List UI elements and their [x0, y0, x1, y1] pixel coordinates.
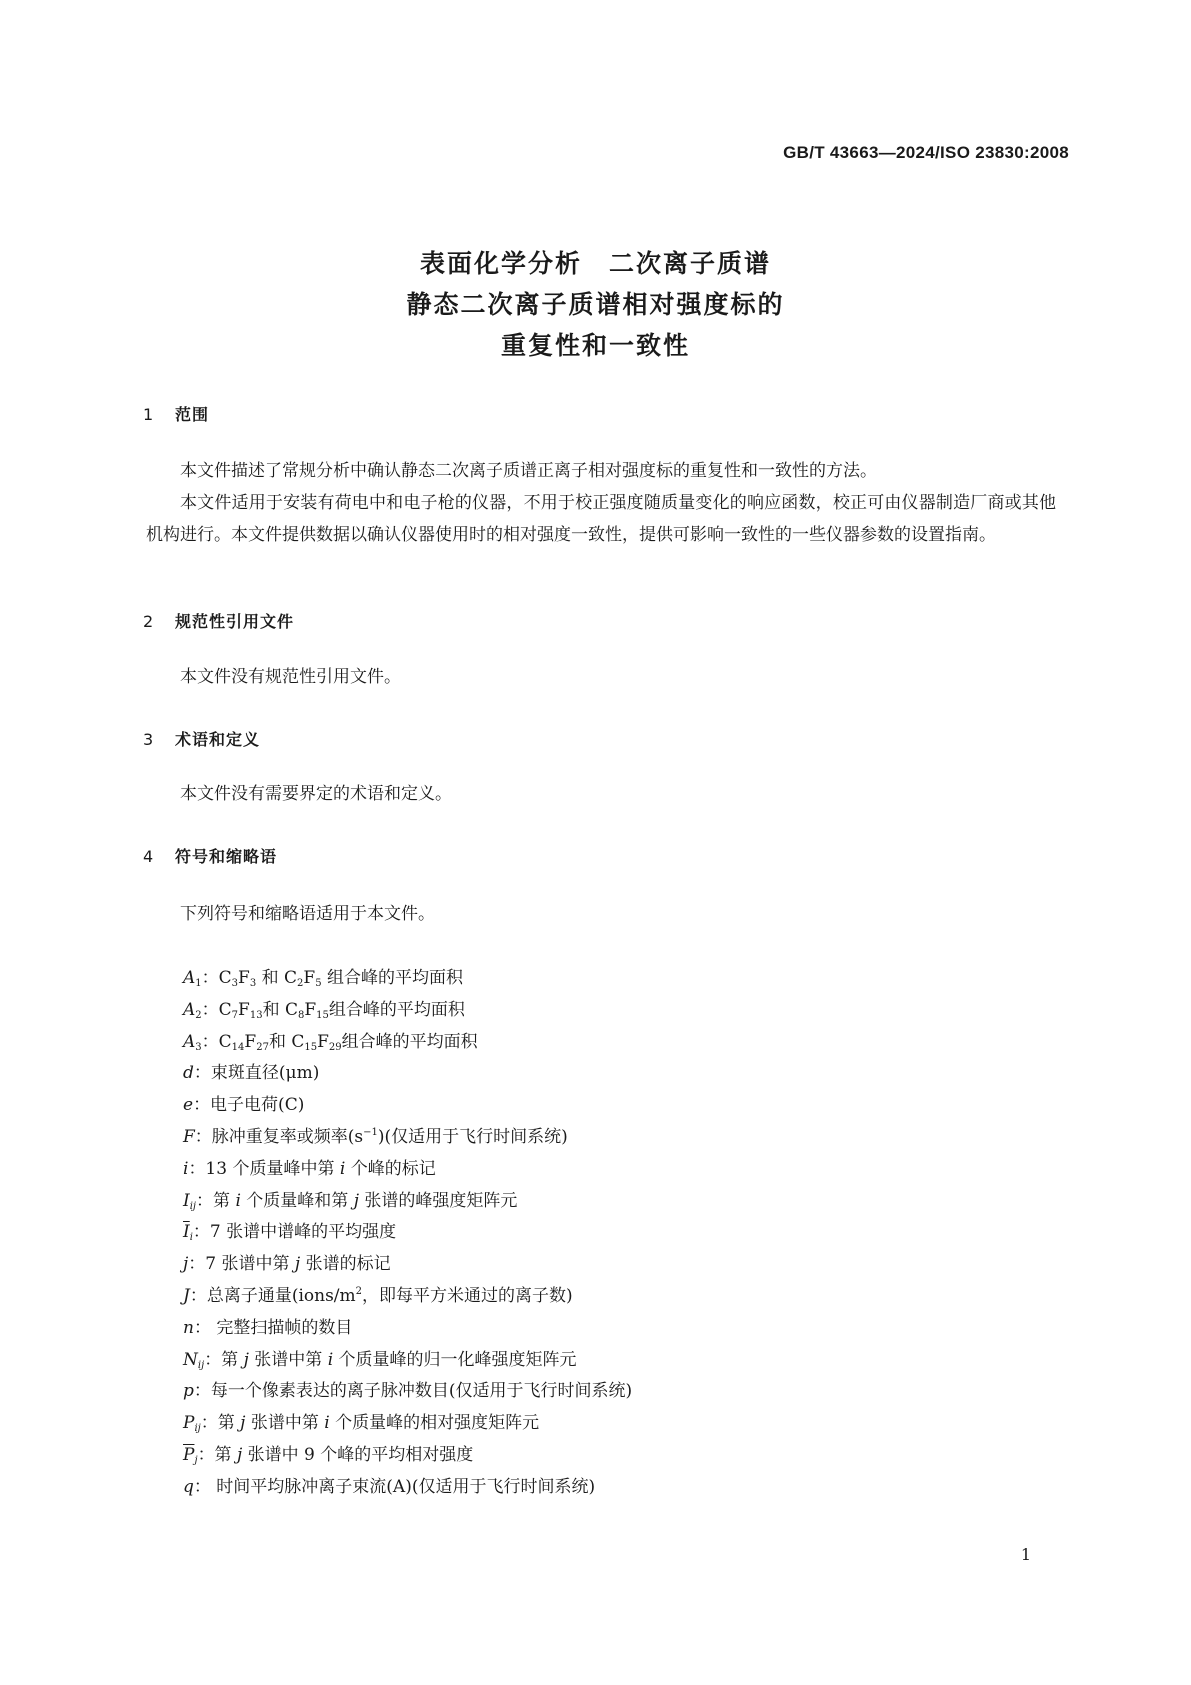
symbol-i-bar: $\overline{I}_i$：7 张谱中谱峰的平均强度 [183, 1222, 397, 1244]
section-4-heading [143, 844, 277, 867]
symbol-i: i：13 个质量峰中第 i 个峰的标记 [183, 1158, 436, 1179]
symbol-p: p：每一个像素表达的离子脉冲数目(仅适用于飞行时间系统) [183, 1381, 633, 1402]
section-title: 术语和定义 [175, 730, 261, 749]
symbol-n: n： 完整扫描帧的数目 [183, 1317, 353, 1338]
symbol-nij: $N_{ij}$：第 j 张谱中第 i 个质量峰的归一化峰强度矩阵元 [183, 1349, 577, 1371]
symbol-pij: $P_{ij}$：第 j 张谱中第 i 个质量峰的相对强度矩阵元 [183, 1413, 540, 1435]
section-3-heading [143, 727, 260, 750]
symbol-iij: $I_{ij}$：第 i 个质量峰和第 j 张谱的峰强度矩阵元 [183, 1190, 518, 1212]
section-2-body [146, 661, 1056, 693]
document-title [0, 243, 1191, 366]
section-number: 2 [143, 612, 155, 631]
symbol-a3: $A_3$：$C_{14}F_{27}$和 $C_{15}F_{29}$组合峰的平均面积 [183, 1031, 478, 1053]
standard-code: GB/T 43663—2024/ISO 23830:2008 [783, 143, 1069, 162]
symbol-a1: $A_1$：$C_3F_3$ 和 $C_2F_5$ 组合峰的平均面积 [183, 968, 463, 989]
paragraph: 本文件适用于安装有荷电中和电子枪的仪器，不用于校正强度随质量变化的响应函数，校正可由仪器制造厂商或其他机构进行。本文件提供数据以确认仪器使用时的相对强度一致性，提供可影响一致性的一些仪器参数的设置指南。 [146, 493, 1056, 545]
section-title: 范围 [175, 405, 210, 424]
section-1-body [146, 455, 1056, 551]
section-number: 4 [143, 847, 155, 866]
symbol-q: q： 时间平均脉冲离子束流(A)(仅适用于飞行时间系统) [183, 1476, 596, 1497]
title-line-2: 静态二次离子质谱相对强度标的 [406, 290, 785, 319]
section-2-heading [143, 609, 294, 632]
section-4-intro [146, 898, 1056, 930]
title-line-1: 表面化学分析 二次离子质谱 [419, 249, 771, 278]
page-number: 1 [1020, 1545, 1031, 1564]
paragraph: 下列符号和缩略语适用于本文件。 [180, 904, 435, 924]
paragraph: 本文件描述了常规分析中确认静态二次离子质谱正离子相对强度标的重复性和一致性的方法。 [180, 461, 877, 481]
title-line-3: 重复性和一致性 [500, 331, 690, 360]
section-number: 1 [143, 405, 155, 424]
section-title: 符号和缩略语 [175, 847, 278, 866]
symbol-d: d：束斑直径(μm) [183, 1063, 320, 1084]
symbol-p-bar: $\overline{P}_j$：第 j 张谱中 9 个峰的平均相对强度 [183, 1444, 474, 1466]
section-1-heading [143, 402, 209, 425]
symbol-e: e：电子电荷(C) [183, 1095, 305, 1116]
symbol-j: j：7 张谱中第 j 张谱的标记 [183, 1254, 391, 1275]
symbol-f: F：脉冲重复率或频率$(s^{-1})$(仅适用于飞行时间系统) [183, 1126, 568, 1147]
symbol-a2: $A_2$：$C_7F_{13}$和 $C_8F_{15}$组合峰的平均面积 [183, 999, 465, 1021]
symbol-j-flux: J：总离子通量($ions/m^2$，即每平方米通过的离子数) [183, 1285, 573, 1306]
paragraph: 本文件没有规范性引用文件。 [180, 667, 401, 687]
paragraph: 本文件没有需要界定的术语和定义。 [180, 784, 452, 804]
symbols-list [183, 963, 1053, 1504]
section-title: 规范性引用文件 [175, 612, 295, 631]
section-number: 3 [143, 730, 155, 749]
section-3-body [146, 778, 1056, 810]
